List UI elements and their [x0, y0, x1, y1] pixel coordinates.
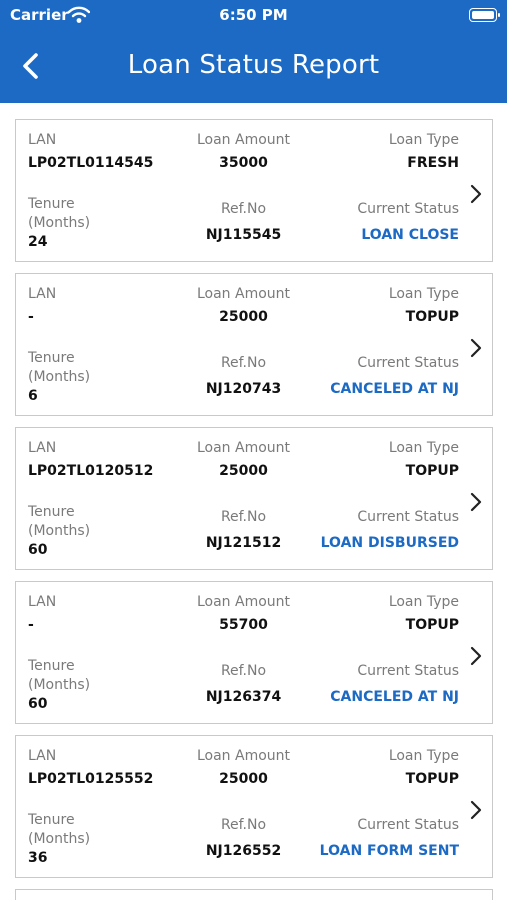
lan-label: LAN — [28, 594, 57, 610]
ref-label: Ref.No — [220, 817, 267, 833]
lan-value: - — [28, 309, 34, 325]
status-value: LOAN CLOSE — [361, 227, 459, 243]
battery-icon — [469, 8, 497, 22]
status-value: LOAN FORM SENT — [319, 843, 459, 859]
type-label: Loan Type — [388, 132, 459, 148]
ref-label: Ref.No — [220, 201, 267, 217]
amount-value: 55700 — [219, 617, 268, 633]
page-title: Loan Status Report — [127, 50, 380, 80]
ref-label: Ref.No — [220, 663, 267, 679]
tenure-label-line1: Tenure — [28, 196, 75, 212]
tenure-value: 24 — [28, 234, 48, 250]
chevron-right-icon — [470, 338, 482, 358]
lan-label: LAN — [28, 132, 57, 148]
lan-label: LAN — [28, 286, 57, 302]
status-value: CANCELED AT NJ — [330, 689, 459, 705]
lan-value: LP02TL0120512 — [28, 463, 154, 479]
tenure-label-line2: (Months) — [28, 831, 91, 847]
app-header — [0, 0, 507, 103]
loan-card[interactable] — [15, 273, 493, 416]
tenure-value: 36 — [28, 850, 48, 866]
ref-value: NJ126552 — [205, 843, 282, 859]
type-value: TOPUP — [405, 617, 459, 633]
lan-value: LP02TL0114545 — [28, 155, 154, 171]
ref-label: Ref.No — [220, 355, 267, 371]
tenure-value: 60 — [28, 696, 48, 712]
amount-label: Loan Amount — [196, 594, 291, 610]
type-label: Loan Type — [388, 748, 459, 764]
tenure-label-line1: Tenure — [28, 504, 75, 520]
status-bar — [0, 0, 507, 30]
carrier-label: Carrier — [10, 6, 69, 24]
ref-value: NJ115545 — [205, 227, 282, 243]
status-value: CANCELED AT NJ — [330, 381, 459, 397]
chevron-right-icon — [470, 492, 482, 512]
loan-list[interactable] — [0, 103, 507, 900]
type-value: TOPUP — [405, 463, 459, 479]
amount-label: Loan Amount — [196, 286, 291, 302]
tenure-value: 60 — [28, 542, 48, 558]
loan-card-partial[interactable] — [15, 889, 493, 900]
status-label: Current Status — [357, 509, 459, 525]
lan-label: LAN — [28, 748, 57, 764]
amount-value: 25000 — [219, 309, 268, 325]
amount-value: 35000 — [219, 155, 268, 171]
tenure-label-line1: Tenure — [28, 350, 75, 366]
chevron-right-icon — [470, 646, 482, 666]
tenure-label-line1: Tenure — [28, 812, 75, 828]
clock: 6:50 PM — [219, 6, 288, 24]
ref-label: Ref.No — [220, 509, 267, 525]
loan-card[interactable] — [15, 735, 493, 878]
lan-label: LAN — [28, 440, 57, 456]
type-label: Loan Type — [388, 594, 459, 610]
chevron-right-icon — [470, 184, 482, 204]
ref-value: NJ126374 — [205, 689, 282, 705]
status-value: LOAN DISBURSED — [320, 535, 459, 551]
status-label: Current Status — [357, 201, 459, 217]
lan-value: - — [28, 617, 34, 633]
type-label: Loan Type — [388, 440, 459, 456]
type-value: FRESH — [407, 155, 459, 171]
type-value: TOPUP — [405, 771, 459, 787]
tenure-label-line2: (Months) — [28, 523, 91, 539]
amount-label: Loan Amount — [196, 440, 291, 456]
tenure-label-line1: Tenure — [28, 658, 75, 674]
amount-value: 25000 — [219, 771, 268, 787]
tenure-label-line2: (Months) — [28, 215, 91, 231]
ref-value: NJ121512 — [205, 535, 282, 551]
tenure-value: 6 — [28, 388, 38, 404]
status-label: Current Status — [357, 355, 459, 371]
loan-card[interactable] — [15, 119, 493, 262]
amount-value: 25000 — [219, 463, 268, 479]
type-value: TOPUP — [405, 309, 459, 325]
type-label: Loan Type — [388, 286, 459, 302]
chevron-right-icon — [470, 800, 482, 820]
tenure-label-line2: (Months) — [28, 677, 91, 693]
status-label: Current Status — [357, 817, 459, 833]
loan-card[interactable] — [15, 581, 493, 724]
status-label: Current Status — [357, 663, 459, 679]
amount-label: Loan Amount — [196, 132, 291, 148]
amount-label: Loan Amount — [196, 748, 291, 764]
lan-value: LP02TL0125552 — [28, 771, 154, 787]
loan-card[interactable] — [15, 427, 493, 570]
ref-value: NJ120743 — [205, 381, 282, 397]
tenure-label-line2: (Months) — [28, 369, 91, 385]
